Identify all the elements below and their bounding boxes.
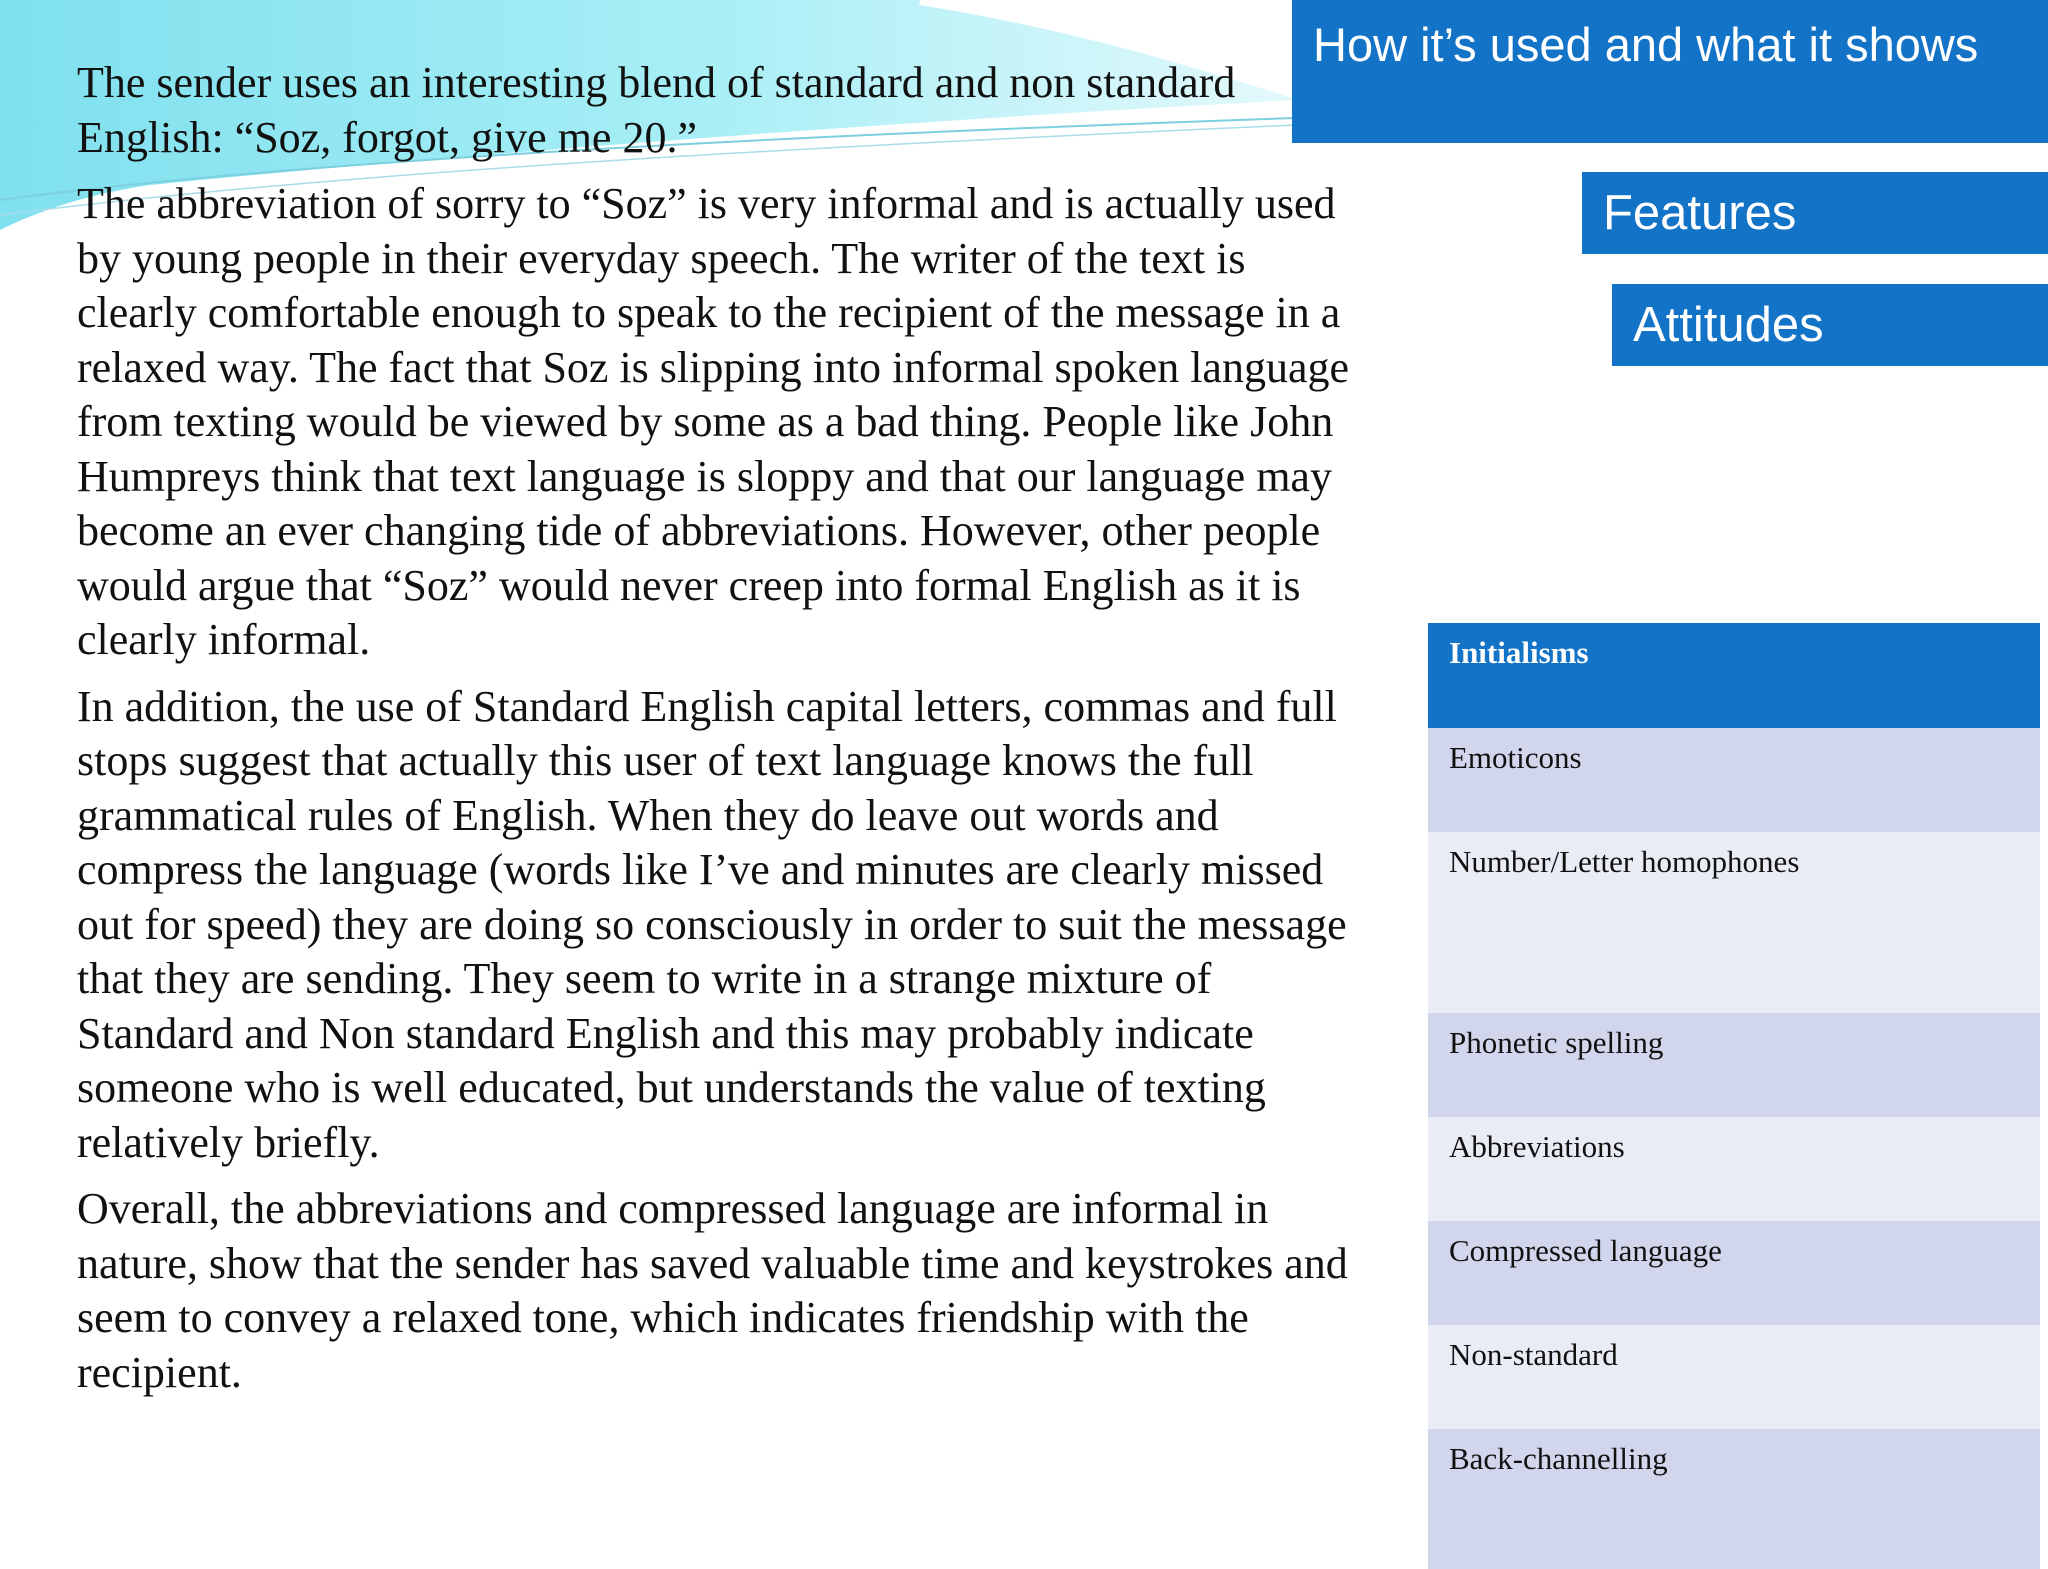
how-used-button[interactable]: How it’s used and what it shows	[1292, 0, 2048, 143]
features-button[interactable]: Features	[1582, 172, 2048, 254]
features-table-row: Number/Letter homophones	[1428, 832, 2040, 1013]
features-table-header: Initialisms	[1428, 623, 2040, 728]
soz-paragraph: The abbreviation of sorry to “Soz” is very informal and is actually used by young people in their everyday speech. The writer of the text is clearly comfortable enough to speak to the recipient of the message in a relaxed way. The fact that Soz is slipping into informal spoken language from texting would be viewed by some as a bad thing. People like John Humpreys think that text language is sloppy and that our language may become an ever changing tide of abbreviations. However, other people would argue that “Soz” would never creep into formal English as it is clearly informal.	[77, 179, 1350, 664]
features-table-row: Emoticons	[1428, 728, 2040, 832]
features-table-row: Abbreviations	[1428, 1117, 2040, 1221]
attitudes-button[interactable]: Attitudes	[1612, 284, 2048, 366]
features-table-row: Back-channelling	[1428, 1429, 2040, 1569]
overall-paragraph: Overall, the abbreviations and compressed language are informal in nature, show that the sender has saved valuable time and keystrokes and seem to convey a relaxed tone, which indicates friendship with the recipient.	[77, 1184, 1348, 1397]
features-table	[1428, 623, 2040, 1569]
features-table-row: Phonetic spelling	[1428, 1013, 2040, 1117]
features-table-row: Non-standard	[1428, 1325, 2040, 1429]
intro-paragraph: The sender uses an interesting blend of standard and non standard English: “Soz, forgot, give me 20.”	[77, 58, 1236, 162]
body-text	[77, 56, 1367, 1412]
features-table-row: Compressed language	[1428, 1221, 2040, 1325]
standard-english-paragraph: In addition, the use of Standard English capital letters, commas and full stops suggest that actually this user of text language knows the full grammatical rules of English. When they do leave out words and compress the language (words like I’ve and minutes are clearly missed out for speed) they are doing so consciously in order to suit the message that they are sending. They seem to write in a strange mixture of Standard and Non standard English and this may probably indicate someone who is well educated, but understands the value of texting relatively briefly.	[77, 681, 1347, 1167]
